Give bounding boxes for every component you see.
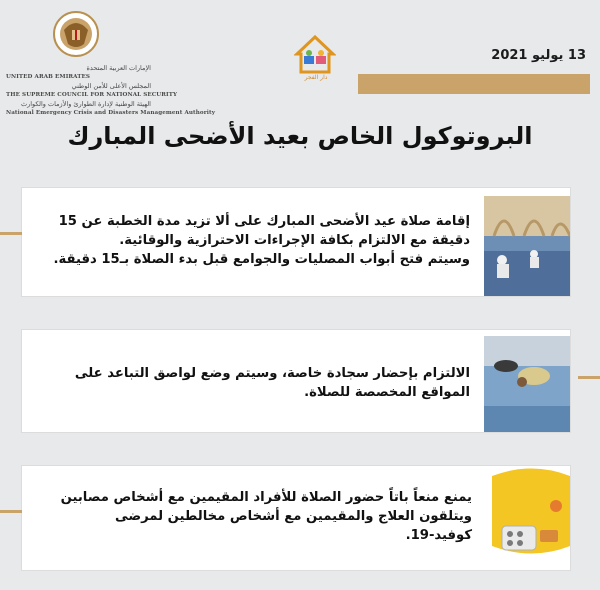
- protocol-card-2: [22, 330, 570, 432]
- worshippers-icon: [484, 336, 570, 432]
- uae-emblem-icon: [52, 10, 100, 60]
- mosque-prayer-icon: [484, 196, 570, 296]
- page-title: البروتوكول الخاص بعيد الأضحى المبارك: [67, 122, 533, 150]
- agency-en-line-2: THE SUPREME COUNCIL FOR NATIONAL SECURITY: [6, 92, 178, 98]
- card-2-line-1: الالتزام بإحضار سجادة خاصة، وسيتم وضع لواصق التباعد على: [74, 366, 470, 381]
- protocol-card-1: [22, 188, 570, 296]
- mosque-prayer-image: [484, 196, 570, 296]
- card-3-accent-bar: [0, 510, 22, 513]
- agency-ar-line-1: الإمارات العربية المتحدة: [86, 64, 151, 72]
- card-3-line-1: يمنع منعاً باتاً حضور الصلاة للأفراد المقيمين مع أشخاص مصابين: [60, 490, 472, 505]
- card-2-accent-bar: [578, 376, 600, 379]
- date-label: 13 يوليو 2021: [491, 48, 586, 63]
- card-1-line-1: إقامة صلاة عيد الأضحى المبارك على ألا تزيد مدة الخطبة عن 15: [58, 214, 470, 229]
- header-accent-bar: [358, 74, 590, 94]
- protocol-card-3: [22, 466, 570, 570]
- card-2-text: [30, 364, 470, 402]
- card-3-text: [32, 488, 472, 545]
- card-3-line-3: كوفيد-19.: [405, 528, 472, 543]
- card-2-line-2: المواقع المخصصة للصلاة.: [304, 385, 470, 400]
- agency-ar-line-3: الهيئة الوطنية لإدارة الطوارئ والأزمات والكوارث: [20, 100, 151, 108]
- agency-en-line-1: UNITED ARAB EMIRATES: [6, 74, 91, 80]
- worshippers-image: [484, 336, 570, 432]
- covid-illustration-image: [492, 466, 570, 570]
- agency-ar-line-2: المجلس الأعلى للأمن الوطني: [71, 82, 151, 90]
- card-1-line-2: دقيقة مع الالتزام بكافة الإجراءات الاحترازية والوقائية.: [119, 233, 470, 248]
- agency-name-block: [6, 64, 216, 118]
- logo-label: دار الفجر: [304, 74, 328, 81]
- card-1-text: [30, 212, 470, 269]
- card-3-line-2: ويتلقون العلاج والمقيمين مع أشخاص مخالطين لمرضى: [115, 509, 472, 524]
- card-1-line-3: وسيتم فتح أبواب المصليات والجوامع قبل بدء الصلاة بـ15 دقيقة.: [53, 252, 470, 267]
- card-1-accent-bar: [0, 232, 22, 235]
- agency-en-line-3: National Emergency Crisis and Disasters Management Authority: [6, 110, 216, 116]
- covid-illustration-icon: [492, 466, 570, 570]
